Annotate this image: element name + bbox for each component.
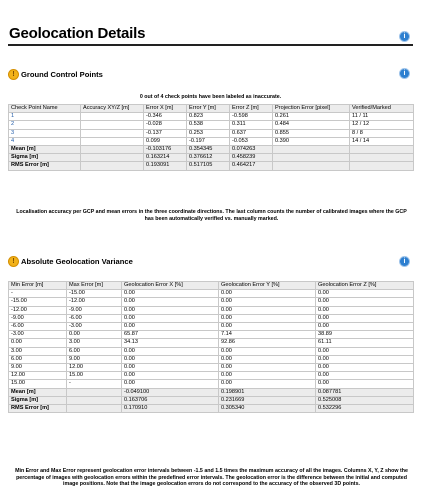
check-point-cell [9,121,81,129]
table-row [9,380,414,388]
row-label: Mean [m] [9,146,81,154]
table-cell: 38.89 [316,331,414,339]
table-cell: 0.517105 [187,162,230,170]
table-cell: 6.00 [67,347,122,355]
table-cell: 0.00 [219,355,316,363]
table-row [9,306,414,314]
table-cell [350,154,414,162]
table-cell: 15.00 [9,380,67,388]
table-row [9,331,414,339]
summary-row [9,388,414,396]
table-cell: 0.484 [273,121,350,129]
table-cell: -3.00 [67,323,122,331]
table-cell: 0.163214 [144,154,187,162]
row-label: RMS Error [m] [9,405,67,413]
table-cell: - [9,290,67,298]
table-cell: 0.00 [122,355,219,363]
variance-section-title: Absolute Geolocation Variance [21,256,133,266]
table-cell [67,405,122,413]
table-cell: 0.00 [122,380,219,388]
column-header: Check Point Name [9,105,81,113]
table-cell: 61.11 [316,339,414,347]
table-row [9,323,414,331]
table-cell: 0.00 [316,364,414,372]
table-cell: 92.86 [219,339,316,347]
table-cell [273,162,350,170]
table-cell: 0.163706 [122,396,219,404]
table-cell: 12 / 12 [350,121,414,129]
table-cell: -6.00 [67,314,122,322]
table-cell [273,154,350,162]
table-cell [81,154,144,162]
table-cell: 0.458239 [230,154,273,162]
summary-row [9,154,414,162]
table-cell: 0.00 [122,364,219,372]
table-row [9,372,414,380]
row-label: Mean [m] [9,388,67,396]
table-cell: 0.074263 [230,146,273,154]
table-cell: 6.00 [9,355,67,363]
table-cell: 0.00 [122,323,219,331]
table-cell: 34.13 [122,339,219,347]
table-cell: 12.00 [9,372,67,380]
table-cell: 0.376612 [187,154,230,162]
check-point-cell [9,137,81,145]
check-point-cell [9,113,81,121]
table-cell: 0.087781 [316,388,414,396]
table-cell: 0.390 [273,137,350,145]
table-cell: 0.00 [316,355,414,363]
table-cell: 0.00 [219,372,316,380]
gcp-section-header [9,67,414,81]
table-row [9,137,414,145]
table-cell: 0.00 [316,314,414,322]
column-header: Verified/Marked [350,105,414,113]
table-cell: 0.00 [316,298,414,306]
table-cell: -15.00 [67,290,122,298]
table-cell [81,113,144,121]
table-cell: 0.00 [316,290,414,298]
info-icon[interactable]: i [400,32,409,41]
table-cell: 0.00 [122,298,219,306]
table-cell: - [67,380,122,388]
column-header: Error X [m] [144,105,187,113]
table-cell [350,146,414,154]
table-row [9,355,414,363]
table-cell [81,121,144,129]
table-cell [81,137,144,145]
table-cell [81,162,144,170]
variance-footnote: Min Error and Max Error represent geolocation error intervals between -1.5 and 1.5 times the maximum accuracy of all the images. Columns X, Y, Z show the percentage of images with geolocation errors within the predefined error intervals. The geolocation error is the difference between the initial and computed image positions. Note that the image geolocation errors do not correspond to the accuracy of the observed 3D points. [15,468,408,487]
table-cell: 0.823 [187,113,230,121]
warning-icon: ! [9,70,18,79]
table-cell: 9.00 [9,364,67,372]
table-cell: 0.305340 [219,405,316,413]
table-cell: 0.855 [273,129,350,137]
table-cell: 0.00 [219,364,316,372]
table-cell: -12.00 [9,306,67,314]
check-point-link[interactable]: 2 [11,121,15,128]
info-icon[interactable]: i [400,69,409,78]
table-cell: 0.193091 [144,162,187,170]
table-cell: -0.053 [230,137,273,145]
table-cell: -12.00 [67,298,122,306]
table-cell: 0.311 [230,121,273,129]
inaccurate-note: 0 out of 4 check points have been labeled as inaccurate. [139,94,282,100]
table-cell: 0.00 [67,331,122,339]
table-row [9,298,414,306]
table-cell: 0.231669 [219,396,316,404]
warning-icon: ! [9,257,18,266]
column-header: Max Error [m] [67,282,122,290]
table-cell: 0.00 [316,323,414,331]
table-cell: -0.137 [144,129,187,137]
table-cell: 0.00 [219,290,316,298]
check-point-link[interactable]: 3 [11,129,15,136]
table-cell: -0.346 [144,113,187,121]
table-cell: 3.00 [9,347,67,355]
table-cell: 12.00 [67,364,122,372]
table-cell: 7.14 [219,331,316,339]
column-header: Geolocation Error Z [%] [316,282,414,290]
gcp-section-title: Ground Control Points [21,69,103,79]
table-cell: 11 / 11 [350,113,414,121]
variance-table [8,281,414,413]
table-row [9,129,414,137]
column-header: Projection Error [pixel] [273,105,350,113]
table-cell: -3.00 [9,331,67,339]
check-point-link[interactable]: 4 [11,137,15,144]
table-cell: 9.00 [67,355,122,363]
table-cell [81,146,144,154]
table-cell: 8 / 8 [350,129,414,137]
column-header: Min Error [m] [9,282,67,290]
table-cell: 0.099 [144,137,187,145]
table-cell: -15.00 [9,298,67,306]
column-header: Geolocation Error X [%] [122,282,219,290]
table-cell: 0.198901 [219,388,316,396]
variance-header-row [9,282,414,290]
variance-section-header [9,254,414,268]
summary-row [9,162,414,170]
table-cell: 0.00 [122,372,219,380]
table-cell: 0.538 [187,121,230,129]
table-cell: -0.598 [230,113,273,121]
table-cell: 0.00 [122,290,219,298]
gcp-table [8,104,414,171]
table-cell: 0.00 [122,306,219,314]
table-cell: -0.103176 [144,146,187,154]
check-point-cell [9,129,81,137]
table-cell: 0.00 [219,306,316,314]
gcp-footnote: Localisation accuracy per GCP and mean errors in the three coordinate directions. The last column counts the number of calibrated images where the GCP has been automatically verified vs. manually marked. [16,209,407,222]
column-header: Geolocation Error Y [%] [219,282,316,290]
table-row [9,290,414,298]
column-header: Error Z [m] [230,105,273,113]
summary-row [9,146,414,154]
check-point-link[interactable]: 1 [11,113,15,120]
column-header: Accuracy XY/Z [m] [81,105,144,113]
table-cell: 15.00 [67,372,122,380]
table-cell: 0.00 [316,372,414,380]
table-cell: 65.87 [122,331,219,339]
table-cell: 0.00 [219,380,316,388]
table-cell [81,129,144,137]
table-row [9,314,414,322]
summary-row [9,405,414,413]
table-cell: 0.525008 [316,396,414,404]
table-cell: 0.464217 [230,162,273,170]
table-cell [273,146,350,154]
table-cell: 0.00 [9,339,67,347]
summary-row [9,396,414,404]
table-row [9,113,414,121]
table-cell: 0.532296 [316,405,414,413]
table-cell: 3.00 [67,339,122,347]
title-divider [8,44,413,46]
table-cell: 0.00 [122,314,219,322]
table-cell: -0.028 [144,121,187,129]
table-cell: -0.197 [187,137,230,145]
table-cell: 14 / 14 [350,137,414,145]
table-cell: 0.637 [230,129,273,137]
table-cell: 0.00 [219,323,316,331]
table-cell: -6.00 [9,323,67,331]
table-cell [67,396,122,404]
table-cell: 0.00 [316,306,414,314]
gcp-header-row [9,105,414,113]
table-cell: -0.049100 [122,388,219,396]
table-cell: 0.00 [219,347,316,355]
row-label: Sigma [m] [9,396,67,404]
row-label: RMS Error [m] [9,162,81,170]
table-cell: -9.00 [67,306,122,314]
table-row [9,121,414,129]
page-title: Geolocation Details [9,25,146,42]
table-cell: 0.354345 [187,146,230,154]
table-row [9,339,414,347]
table-cell [350,162,414,170]
table-row [9,347,414,355]
row-label: Sigma [m] [9,154,81,162]
table-cell: 0.170910 [122,405,219,413]
table-cell: 0.00 [316,380,414,388]
table-cell: 0.00 [219,298,316,306]
table-cell [67,388,122,396]
column-header: Error Y [m] [187,105,230,113]
table-cell: 0.00 [219,314,316,322]
info-icon[interactable]: i [400,257,409,266]
table-cell: 0.00 [316,347,414,355]
table-cell: -9.00 [9,314,67,322]
table-row [9,364,414,372]
table-cell: 0.00 [122,347,219,355]
table-cell: 0.253 [187,129,230,137]
table-cell: 0.261 [273,113,350,121]
